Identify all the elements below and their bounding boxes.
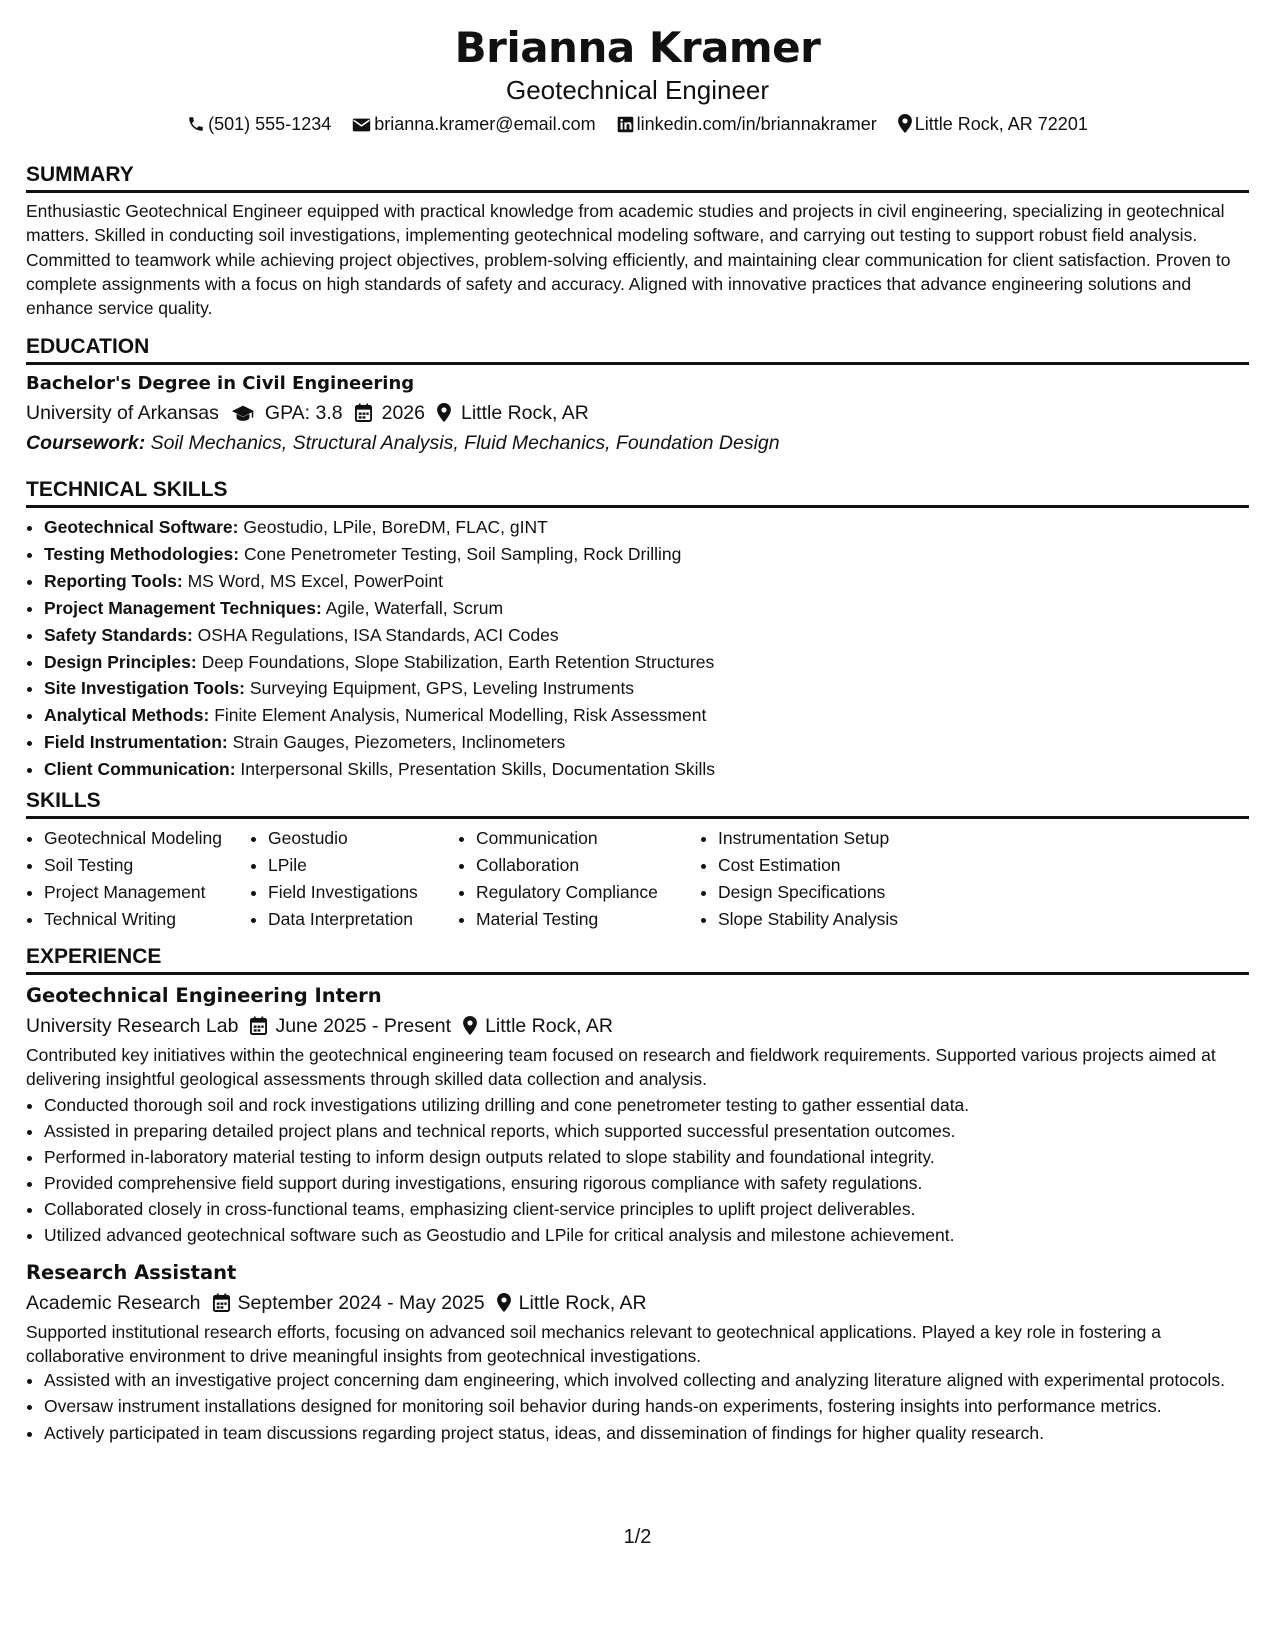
list-item: • Geotechnical Modeling [44,825,250,852]
list-item [44,675,1249,702]
envelope-icon [352,117,371,133]
calendar-icon [355,403,372,422]
list-item [44,541,1249,568]
list-item [44,622,1249,649]
skills-column [26,825,250,933]
job-org: Academic Research [26,1291,201,1314]
list-item: • Regulatory Compliance [476,879,700,906]
graduation-year: 2026 [381,402,425,424]
list-item: • Data Interpretation [268,906,458,933]
list-item [44,702,1249,729]
skills-grid [26,825,1249,933]
skills-column [700,825,958,933]
skills-section [26,788,1249,933]
job-bullets [26,1368,1249,1445]
skill-values: Deep Foundations, Slope Stabilization, Earth Retention Structures [201,651,715,672]
map-pin-icon [898,114,912,133]
email-text: brianna.kramer@email.com [374,114,596,134]
job-dates: June 2025 - Present [275,1015,452,1037]
skill-values: Finite Element Analysis, Numerical Modelling, Risk Assessment [214,705,707,726]
section-heading: SUMMARY [26,162,1249,193]
technical-skills-list [26,514,1249,783]
gpa: GPA: 3.8 [264,402,343,424]
job-meta [26,1011,1249,1041]
job-dates: September 2024 - May 2025 [237,1291,485,1314]
contact-email[interactable] [352,112,595,136]
coursework-list: Soil Mechanics, Structural Analysis, Fluid Mechanics, Foundation Design [150,432,780,454]
contact-location [898,112,1088,136]
degree-title: Bachelor's Degree in Civil Engineering [26,373,415,394]
list-item: • Collaboration [476,852,700,879]
list-item: • Assisted in preparing detailed project plans and technical reports, which supported successful presentation outcomes. [44,1118,1249,1144]
job-description: Supported institutional research efforts, focusing on advanced soil mechanics relevant to geotechnical applications. Played a key role in fostering a collaborative environment to drive meaningful insights from geotechnical investigations. [26,1321,1161,1366]
skill-category: Testing Methodologies: [44,543,240,564]
candidate-title: Geotechnical Engineer [505,75,770,105]
job-location: Little Rock, AR [485,1015,613,1037]
skill-values: Cone Penetrometer Testing, Soil Sampling, Rock Drilling [243,543,682,564]
skill-values: Interpersonal Skills, Presentation Skills, Documentation Skills [240,759,716,780]
list-item [44,729,1249,756]
calendar-icon [250,1016,267,1035]
skill-category: Reporting Tools: [44,570,183,591]
list-item: • Utilized advanced geotechnical software such as Geostudio and LPile for critical analysis and milestone achievement. [44,1222,1249,1248]
skill-category: Analytical Methods: [44,705,210,726]
map-pin-icon [497,1293,511,1312]
list-item [44,649,1249,676]
coursework [26,429,1249,457]
linkedin-icon [617,116,634,133]
list-item: • Instrumentation Setup [718,825,958,852]
location-text: Little Rock, AR 72201 [914,114,1088,134]
job-title: Geotechnical Engineering Intern [26,984,382,1007]
skill-category: Site Investigation Tools: [44,678,245,699]
skills-column [458,825,700,933]
contact-bar [0,112,1275,136]
skill-category: Safety Standards: [44,624,193,645]
list-item: • Slope Stability Analysis [718,906,958,933]
school-name: University of Arkansas [26,402,219,424]
job-location: Little Rock, AR [518,1291,647,1314]
job-description: Contributed key initiatives within the geotechnical engineering team focused on research and fieldwork requirements. Supported various projects aimed at delivering insightful geological assessments through skilled data collection and analysis. [26,1045,1216,1090]
coursework-label: Coursework: [26,432,146,454]
list-item: • Performed in-laboratory material testing to inform design outputs related to slope stability and foundational integrity. [44,1144,1249,1170]
list-item: • Cost Estimation [718,852,958,879]
list-item: • Collaborated closely in cross-functional teams, emphasizing client-service principles to uplift project deliverables. [44,1196,1249,1222]
section-heading: EDUCATION [26,334,1249,365]
linkedin-text: linkedin.com/in/briannakramer [636,114,877,134]
candidate-name: Brianna Kramer [454,23,821,72]
list-item: • Technical Writing [44,906,250,933]
technical-skills-section [26,477,1249,783]
phone-icon [187,115,205,133]
experience-section [26,944,1249,1447]
job-title: Research Assistant [26,1260,237,1284]
job-entry [26,1258,1249,1445]
skill-category: Geotechnical Software: [44,517,239,537]
list-item: • Soil Testing [44,852,250,879]
job-entry [26,981,1249,1248]
list-item: • Actively participated in team discussions regarding project status, ideas, and dissemination of findings for higher quality research. [44,1421,1249,1445]
phone-text: (501) 555-1234 [208,114,332,134]
job-meta [26,1288,1249,1318]
list-item: • Project Management [44,879,250,906]
skill-values: Agile, Waterfall, Scrum [325,597,504,618]
map-pin-icon [463,1016,477,1035]
list-item [44,756,1249,783]
skill-values: Geostudio, LPile, BoreDM, FLAC, gINT [243,517,548,537]
list-item: • Design Specifications [718,879,958,906]
list-item: • Field Investigations [268,879,458,906]
education-location: Little Rock, AR [460,402,589,424]
section-heading: SKILLS [26,788,1249,819]
list-item: • Communication [476,825,700,852]
map-pin-icon [437,403,451,422]
education-meta [26,397,1249,429]
summary-text: Enthusiastic Geotechnical Engineer equipped with practical knowledge from academic studies and projects in civil engineering, specializing in geotechnical matters. Skilled in conducting soil investigations, implementing geotechnical modeling software, and carrying out testing to support robust field analysis. Committed to teamwork while achieving project objectives, problem-solving efficiently, and maintaining clear communication for client satisfaction. Proven to complete assignments with a focus on high standards of safety and accuracy. Aligned with innovative practices that advance engineering solutions and enhance service quality. [26,201,1231,319]
list-item: • Material Testing [476,906,700,933]
skills-column [250,825,458,933]
education-section [26,334,1249,457]
skill-category: Design Principles: [44,651,197,672]
skill-values: Strain Gauges, Piezometers, Inclinometers [232,732,566,753]
skill-category: Project Management Techniques: [44,597,322,618]
job-bullets [26,1092,1249,1248]
page-number: 1/2 [623,1526,652,1548]
section-heading: EXPERIENCE [26,944,1249,975]
list-item [44,595,1249,622]
section-heading: TECHNICAL SKILLS [26,477,1249,508]
list-item: • Provided comprehensive field support during investigations, ensuring rigorous compliance with safety regulations. [44,1170,1249,1196]
list-item: • Oversaw instrument installations designed for monitoring soil behavior during hands-on experiments, fostering insights into performance metrics. [44,1394,1249,1418]
list-item: • Conducted thorough soil and rock investigations utilizing drilling and cone penetrometer testing to gather essential data. [44,1092,1249,1118]
contact-phone [187,112,331,136]
list-item: • LPile [268,852,458,879]
graduation-cap-icon [231,404,255,422]
job-org: University Research Lab [26,1015,239,1037]
list-item [44,568,1249,595]
list-item: • Assisted with an investigative project concerning dam engineering, which involved collecting and analyzing literature aligned with experimental protocols. [44,1368,1249,1392]
summary-section [26,162,1249,320]
skill-values: MS Word, MS Excel, PowerPoint [187,570,444,591]
calendar-icon [213,1293,230,1312]
list-item: • Geostudio [268,825,458,852]
skill-values: OSHA Regulations, ISA Standards, ACI Codes [197,624,559,645]
skill-category: Field Instrumentation: [44,732,228,753]
list-item [44,514,1249,541]
skill-category: Client Communication: [44,759,236,780]
contact-linkedin[interactable] [617,112,877,136]
skill-values: Surveying Equipment, GPS, Leveling Instruments [249,678,635,699]
